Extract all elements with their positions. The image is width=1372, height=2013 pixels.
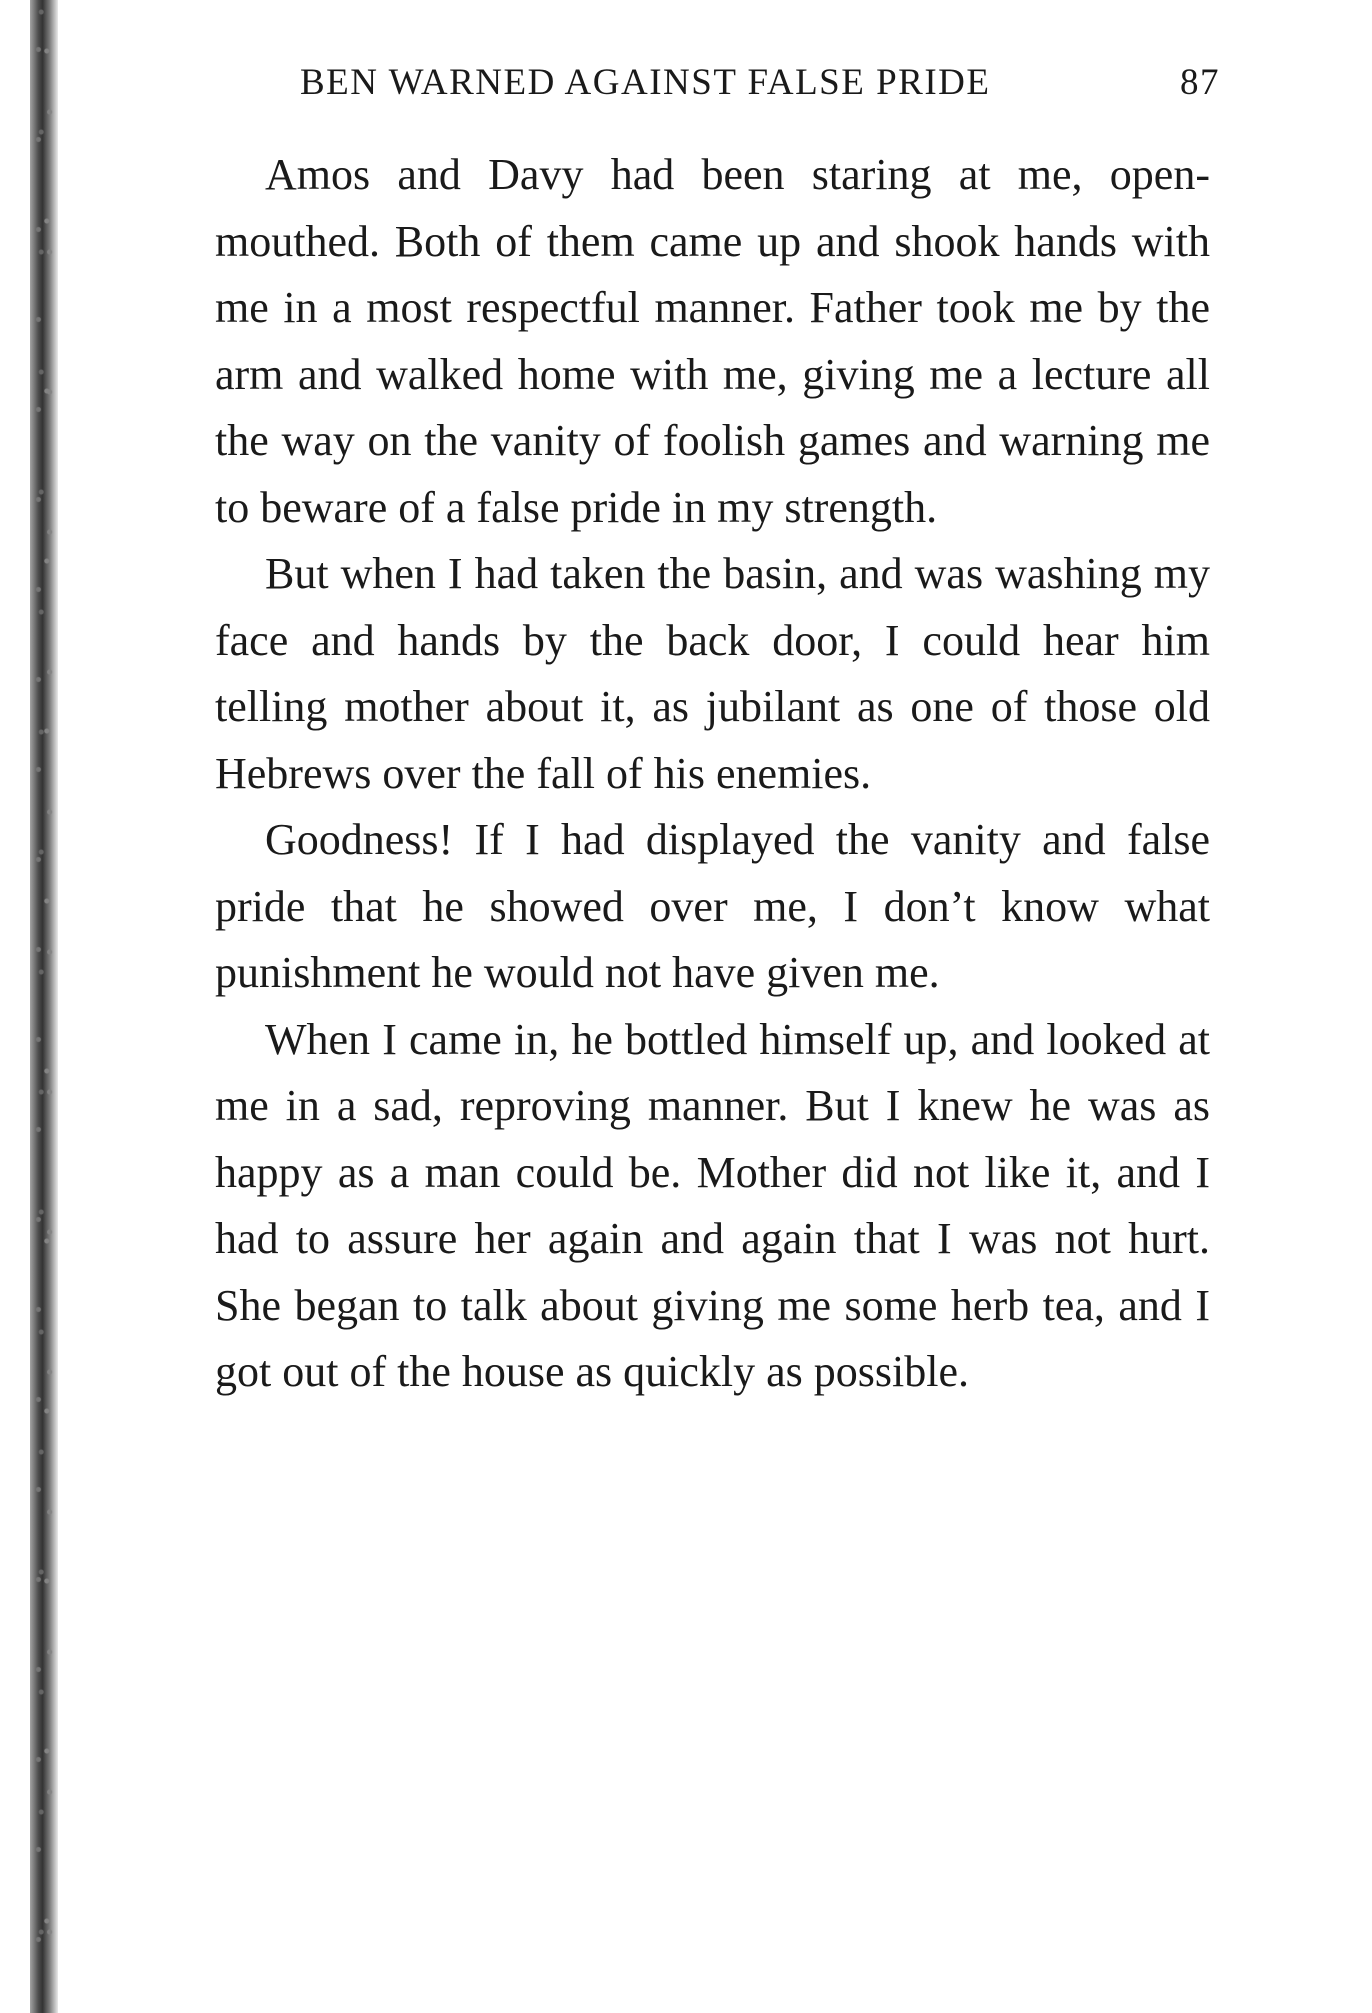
paragraph (215, 807, 1210, 1007)
binding-gutter-shadow (30, 0, 58, 2013)
paragraph (215, 142, 1210, 541)
page-number: 87 (1180, 62, 1220, 103)
paragraph (215, 541, 1210, 807)
paragraph-text: Goodness! If I had displayed the vanity and false pride that he showed over me, I don’t know what punishment he would not have given me. (215, 815, 1210, 997)
paragraph-text: But when I had taken the basin, and was washing my face and hands by the back door, I could hear him telling mother about it, as jubilant as one of those old Hebrews over the fall of his enemies. (215, 549, 1210, 798)
paragraph-text: Amos and Davy had been staring at me, open-mouthed. Both of them came up and shook hands with me in a most respectful manner. Father took me by the arm and walked home with me, giving me a lecture all the way on the vanity of foolish games and warning me to beware of a false pride in my strength. (215, 150, 1210, 532)
paragraph (215, 1007, 1210, 1406)
running-title: BEN WARNED AGAINST FALSE PRIDE (300, 62, 991, 103)
paragraph-text: When I came in, he bottled himself up, and looked at me in a sad, reproving manner. But I knew he was as happy as a man could be. Mother did not like it, and I had to assure her again and again that I was not hurt. She began to talk about giving me some herb tea, and I got out of the house as quickly as possible. (215, 1014, 1210, 1396)
running-head (300, 58, 1220, 108)
body-text (215, 142, 1210, 1406)
